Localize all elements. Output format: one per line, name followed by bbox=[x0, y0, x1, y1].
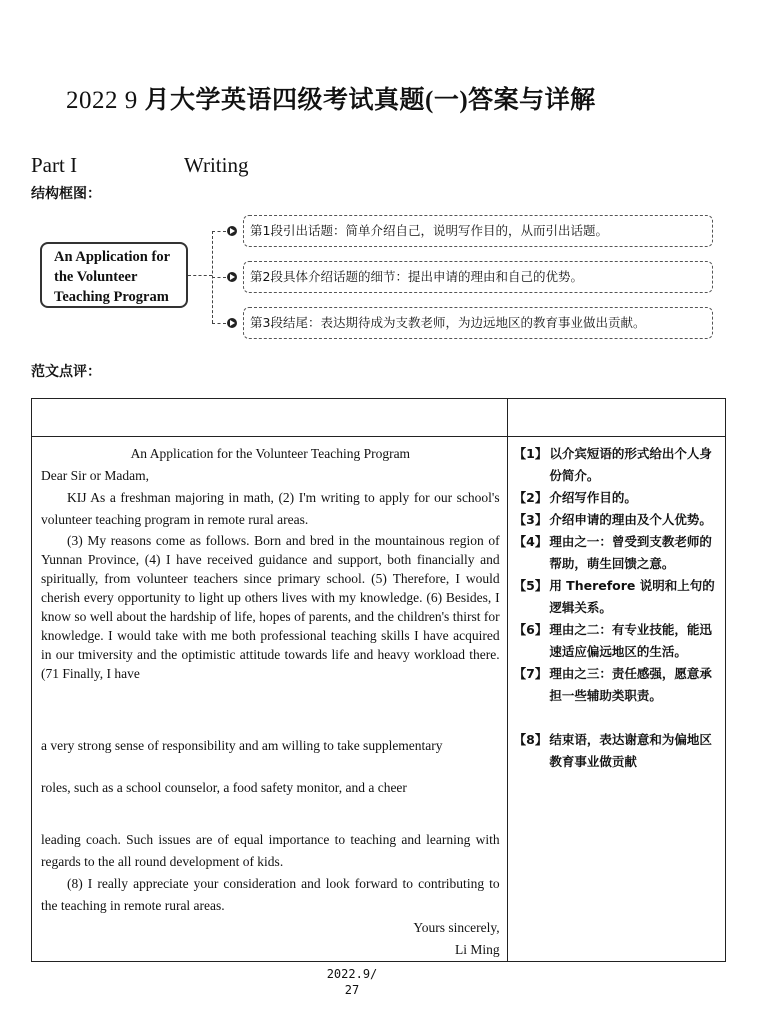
diagram-topic-box: An Application for the Volunteer Teaching Program bbox=[40, 242, 188, 308]
essay-line: roles, such as a school counselor, a food safety monitor, and a cheer bbox=[41, 780, 407, 795]
note-item: 【1】 以介宾短语的形式给出个人身份简介。 bbox=[513, 446, 712, 483]
part-name: Writing bbox=[184, 153, 249, 177]
essay-title: An Application for the Volunteer Teaching Program bbox=[130, 446, 411, 461]
structure-label: 结构框图： bbox=[31, 186, 101, 202]
page-title bbox=[66, 80, 596, 116]
essay-signature: Li Ming bbox=[454, 942, 500, 957]
diagram-step-1: 第1段引出话题：简单介绍自己，说明写作目的，从而引出话题。 bbox=[243, 215, 713, 247]
note-item: 【2】 介绍写作目的。 bbox=[513, 490, 637, 505]
note-item: 【8】 结束语，表达谢意和为偏地区教育事业做贡献 bbox=[513, 732, 712, 769]
note-item: 【4】 理由之一：曾受到支教老师的帮助，萌生回馈之意。 bbox=[513, 534, 712, 571]
page-number: 2022.9/ 27 bbox=[326, 967, 378, 997]
essay-salutation: Dear Sir or Madam, bbox=[41, 468, 149, 483]
essay-table bbox=[31, 398, 726, 962]
note-item: 【5】 用 Therefore 说明和上句的逻辑关系。 bbox=[513, 578, 715, 615]
diagram-step-2: 第2段具体介绍话题的细节：提出申请的理由和自己的优势。 bbox=[243, 261, 713, 293]
essay-text bbox=[32, 437, 507, 961]
title-text: 月大学英语四级考试真题(一)答案与详解 bbox=[137, 87, 596, 114]
essay-closing: Yours sincerely, bbox=[413, 920, 500, 935]
arrow-icon bbox=[227, 226, 237, 236]
essay-line: a very strong sense of responsibility and am willing to take supplementary bbox=[41, 738, 443, 753]
header-cell bbox=[507, 399, 725, 437]
connector-line bbox=[188, 275, 212, 276]
essay-paragraph-2: (3) My reasons come as follows. Born and bred in the mountainous region of Yunnan Province, (4) I have received guidance and support, both financially and spiritually, from volunteer teachers since primary school. (5) Therefore, I would cherish every opportunity to light up others lives with my knowledge. (6) Besides, I know so well about the hardship of life, hopes of parents, and the children's thirst for knowledge. I would take with me both professional teaching skills I have acquired in our tmiversity and the optimistic attitude towards life and heavy workload there. (71 Finally, I have bbox=[41, 533, 500, 681]
essay-cell bbox=[32, 437, 508, 962]
connector-line bbox=[212, 323, 226, 324]
part-label: Part I bbox=[31, 153, 78, 177]
table-body-row bbox=[32, 437, 726, 962]
notes-cell bbox=[507, 437, 725, 962]
arrow-icon bbox=[227, 318, 237, 328]
note-item: 【7】 理由之三：责任感强，愿意承担一些辅助类职责。 bbox=[513, 666, 712, 703]
notes-list bbox=[508, 437, 725, 773]
review-label: 范文点评： bbox=[31, 364, 101, 380]
essay-paragraph-2-end: leading coach. Such issues are of equal importance to teaching and learning with regards to the all round development of kids. bbox=[41, 832, 500, 869]
note-item: 【3】 介绍申请的理由及个人优势。 bbox=[513, 512, 712, 527]
part-heading bbox=[31, 153, 249, 178]
diagram-step-3: 第3段结尾：表达期待成为支教老师，为边远地区的教育事业做出贡献。 bbox=[243, 307, 713, 339]
connector-line bbox=[212, 231, 226, 232]
essay-paragraph-1: KIJ As a freshman majoring in math, (2) I'm writing to apply for our school's volunteer teaching program in remote rural areas. bbox=[41, 490, 500, 527]
title-year: 2022 9 bbox=[66, 87, 138, 114]
essay-paragraph-3: (8) I really appreciate your consideration and look forward to contributing to the teaching in remote rural areas. bbox=[41, 876, 500, 913]
note-item: 【6】 理由之二：有专业技能，能迅速适应偏远地区的生活。 bbox=[513, 622, 712, 659]
table-header-row bbox=[32, 399, 726, 437]
connector-line bbox=[212, 277, 226, 278]
structure-diagram bbox=[31, 205, 715, 343]
header-cell bbox=[32, 399, 508, 437]
arrow-icon bbox=[227, 272, 237, 282]
